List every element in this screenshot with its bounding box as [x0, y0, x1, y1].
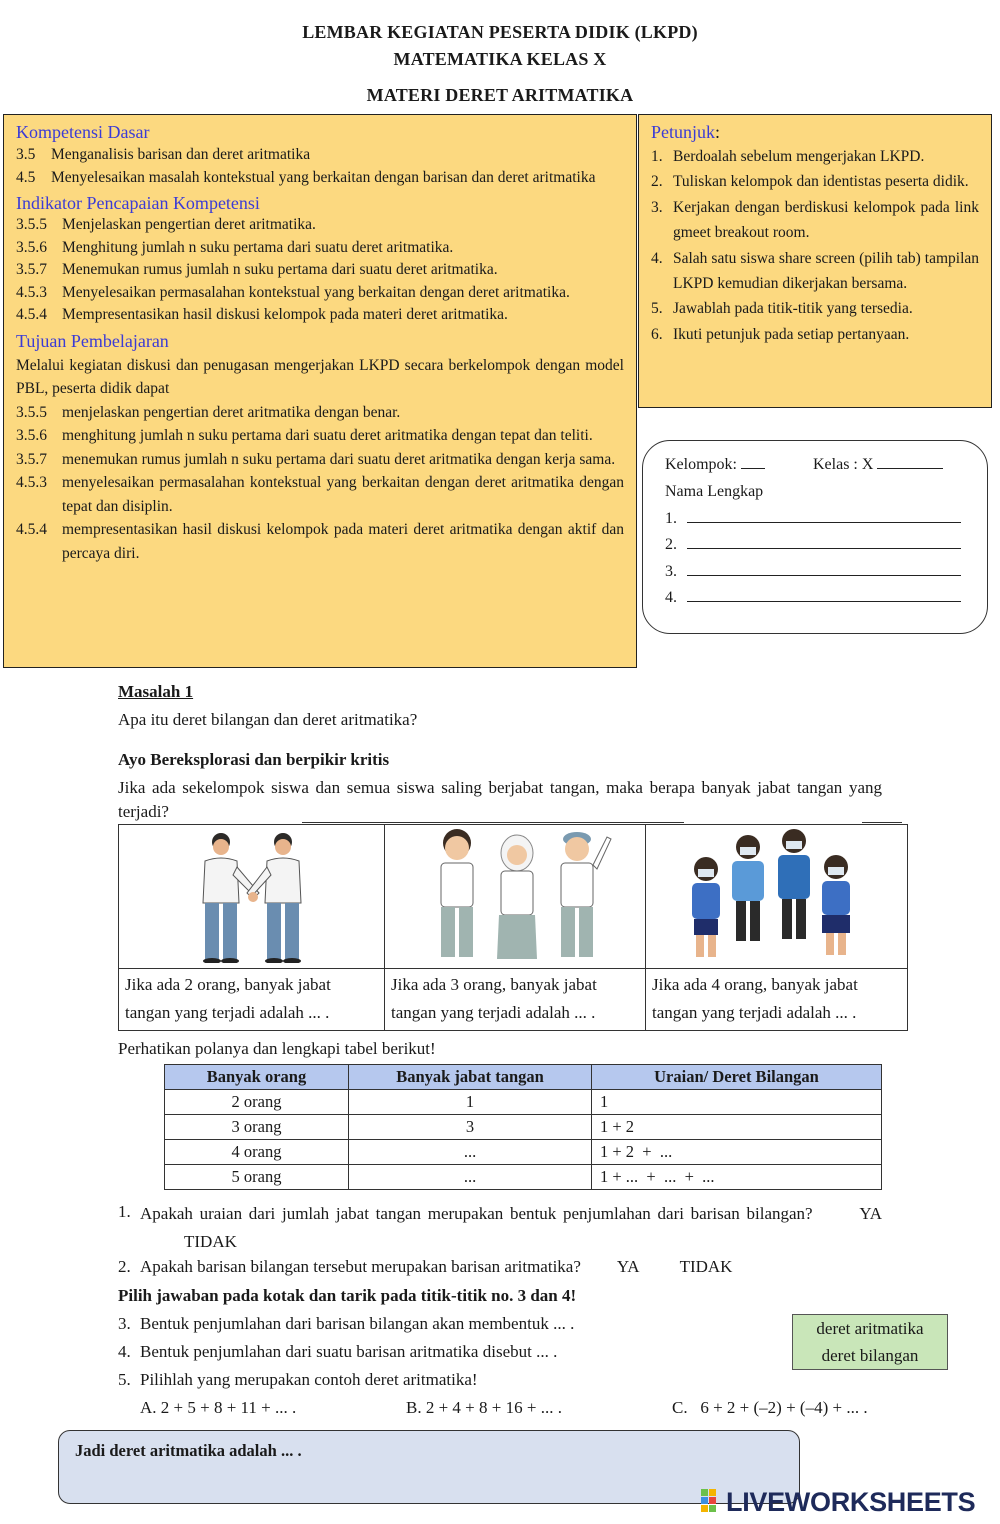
kelompok-row: Kelompok: Kelas : X [665, 454, 943, 476]
tp-item: 4.5.4 mempresentasikan hasil diskusi kelompok pada materi deret aritmatika dengan aktif dan percaya diri. [16, 521, 624, 562]
nama-label: Nama Lengkap [665, 483, 764, 500]
header-banyak-jabat: Banyak jabat tangan [349, 1065, 592, 1090]
header-uraian: Uraian/ Deret Bilangan [592, 1065, 882, 1090]
tp-item: 3.5.5 menjelaskan pengertian deret aritmatika dengan benar. [16, 403, 401, 421]
name-field-1[interactable] [687, 508, 961, 523]
petunjuk-item: 6. Ikuti petunjuk pada setiap pertanyaan. [651, 325, 910, 343]
illustration-cell [385, 825, 646, 969]
petunjuk-item: 2. Tuliskan kelompok dan identistas peserta didik. [651, 173, 969, 191]
ipk-heading: Indikator Pencapaian Kompetensi [16, 193, 260, 213]
tp-item: 4.5.3 menyelesaikan permasalahan kontekstual yang berkaitan dengan deret aritmatika dengan tepat dan disiplin. [16, 474, 624, 515]
kid-1 [692, 857, 720, 957]
divider-line [302, 822, 684, 823]
student-girl [497, 835, 537, 959]
explore-heading: Ayo Bereksplorasi dan berpikir kritis [118, 750, 390, 769]
illustration-cell [646, 825, 908, 969]
header-title-3: MATERI DERET ARITMATIKA [366, 85, 634, 105]
name-field-4[interactable] [687, 587, 961, 602]
pattern-intro: Perhatikan polanya dan lengkapi tabel berikut! [118, 1039, 436, 1058]
tp-item: 3.5.6 menghitung jumlah n suku pertama dari suatu deret aritmatika dengan tepat dan teliti. [16, 427, 593, 444]
kelompok-field[interactable] [741, 454, 765, 469]
petunjuk-box [638, 114, 992, 408]
kid-3 [778, 829, 810, 939]
three-students-illustration [385, 825, 645, 963]
ipk-item: 3.5.5 Menjelaskan pengertian deret aritmatika. [16, 216, 316, 233]
question-3: 3. Bentuk penjumlahan dari barisan bilangan akan membentuk ... . [118, 1314, 575, 1333]
competency-box [3, 114, 637, 668]
handshake-table [118, 824, 908, 1031]
explore-text: Jika ada sekelompok siswa dan semua siswa saling berjabat tangan, maka berapa banyak jabat tangan yang terjadi? [118, 778, 882, 821]
kid-2 [732, 835, 764, 941]
ipk-item: 4.5.3 Menyelesaikan permasalahan kontekstual yang berkaitan dengan deret aritmatika. [16, 283, 570, 301]
choice-deret-bilangan[interactable]: deret bilangan [821, 1346, 919, 1365]
four-students-illustration [646, 825, 907, 963]
petunjuk-item: 5. Jawablah pada titik-titik yang tersedia. [651, 300, 913, 318]
divider-line [862, 822, 902, 823]
question-4: 4. Bentuk penjumlahan dari suatu barisan aritmatika disebut ... . [118, 1342, 558, 1361]
conclusion-text: Jadi deret aritmatika adalah ... . [75, 1441, 302, 1460]
option-c[interactable]: C. 6 + 2 + (–2) + (–4) + ... . [672, 1398, 868, 1417]
question-1: 1. Apakah uraian dari jumlah jabat tangan merupakan bentuk penjumlahan dari barisan bilangan? YATIDAK [118, 1202, 882, 1251]
drag-instruction: Pilih jawaban pada kotak dan tarik pada titik-titik no. 3 dan 4! [118, 1286, 577, 1305]
option-a[interactable]: A. 2 + 5 + 8 + 11 + ... . [140, 1398, 297, 1417]
table-row: 3 orang 3 1 + 2 [165, 1115, 882, 1140]
petunjuk-heading-row: Petunjuk: [651, 122, 721, 142]
tp-intro: Melalui kegiatan diskusi dan penugasan mengerjakan LKPD secara berkelompok dengan model PBL, peserta didik dapat [16, 356, 624, 397]
masalah-title: Masalah 1 [118, 682, 194, 701]
caption-4-people: Jika ada 4 orang, banyak jabat tangan yang terjadi adalah ... . [646, 969, 908, 1031]
student-boy-waving [561, 832, 611, 957]
name-field-3[interactable] [687, 561, 961, 576]
choice-deret-aritmatika[interactable]: deret aritmatika [816, 1319, 924, 1338]
petunjuk-heading: Petunjuk [651, 122, 716, 142]
petunjuk-item: 1. Berdoalah sebelum mengerjakan LKPD. [651, 148, 925, 165]
header-title-2: MATEMATIKA KELAS X [393, 49, 607, 69]
q2-ya-option[interactable]: YA [616, 1257, 640, 1276]
masalah-question: Apa itu deret bilangan dan deret aritmatika? [118, 710, 418, 729]
q1-tidak-option[interactable]: TIDAK [184, 1232, 237, 1251]
liveworksheets-logo-icon [700, 1487, 726, 1517]
q2-tidak-option[interactable]: TIDAK [679, 1257, 733, 1276]
tp-heading: Tujuan Pembelajaran [16, 330, 169, 351]
caption-2-people: Jika ada 2 orang, banyak jabat tangan yang terjadi adalah ... . [119, 969, 385, 1031]
table-row: 4 orang ... 1 + 2 + ... [165, 1140, 882, 1165]
answer-input[interactable]: ... [349, 1140, 592, 1165]
group-identity-box [642, 440, 988, 634]
caption-3-people: Jika ada 3 orang, banyak jabat tangan yang terjadi adalah ... . [385, 969, 646, 1031]
student-boy [441, 829, 473, 957]
kd-heading: Kompetensi Dasar [16, 122, 150, 142]
answer-input[interactable]: 1 + 2 + ... [592, 1140, 882, 1165]
liveworksheets-logo-text: LIVEWORKSHEETS [726, 1486, 976, 1517]
kd-item: 4.5 Menyelesaikan masalah kontekstual yang berkaitan dengan barisan dan deret aritmatika [16, 168, 596, 186]
liveworksheets-logo [700, 1484, 975, 1520]
ipk-item: 4.5.4 Mempresentasikan hasil diskusi kelompok pada materi deret aritmatika. [16, 306, 508, 323]
name-row-2: 2. [665, 534, 961, 556]
name-row-4: 4. [665, 587, 961, 609]
petunjuk-item: 3. Kerjakan dengan berdiskusi kelompok pada link gmeet breakout room. [651, 198, 979, 242]
question-5: 5. Pilihlah yang merupakan contoh deret aritmatika! [118, 1370, 478, 1389]
table-row: 5 orang ... 1 + ... + ... + ... [165, 1165, 882, 1190]
ipk-item: 3.5.6 Menghitung jumlah n suku pertama dari suatu deret aritmatika. [16, 238, 454, 256]
kid-4 [822, 855, 850, 955]
pattern-table [164, 1064, 882, 1190]
table-row: 2 orang 1 1 [165, 1090, 882, 1115]
petunjuk-item: 4. Salah satu siswa share screen (pilih tab) tampilan LKPD kemudian dikerjakan bersama. [651, 249, 979, 293]
tp-item: 3.5.7 menemukan rumus jumlah n suku pertama dari suatu deret aritmatika dengan kerja sama. [16, 450, 616, 468]
illustration-cell [119, 825, 385, 969]
name-field-2[interactable] [687, 534, 961, 549]
q1-ya-option[interactable]: YA [859, 1204, 882, 1223]
answer-choice-box [792, 1314, 948, 1370]
option-b[interactable]: B. 2 + 4 + 8 + 16 + ... . [406, 1398, 562, 1417]
ipk-item: 3.5.7 Menemukan rumus jumlah n suku pertama dari suatu deret aritmatika. [16, 261, 498, 278]
conclusion-box[interactable] [58, 1430, 800, 1504]
name-row-1: 1. [665, 508, 961, 530]
question-2: 2. Apakah barisan bilangan tersebut merupakan barisan aritmatika? YA TIDAK [118, 1257, 733, 1276]
answer-input[interactable]: 1 + ... + ... + ... [592, 1165, 882, 1190]
header-title-1: LEMBAR KEGIATAN PESERTA DIDIK (LKPD) [302, 22, 698, 42]
kelas-field[interactable] [877, 454, 943, 469]
two-people-handshake-illustration [119, 825, 384, 963]
answer-input[interactable]: ... [349, 1165, 592, 1190]
kd-item: 3.5 Menganalisis barisan dan deret aritmatika [16, 146, 311, 163]
header-banyak-orang: Banyak orang [165, 1065, 349, 1090]
name-row-3: 3. [665, 561, 961, 583]
